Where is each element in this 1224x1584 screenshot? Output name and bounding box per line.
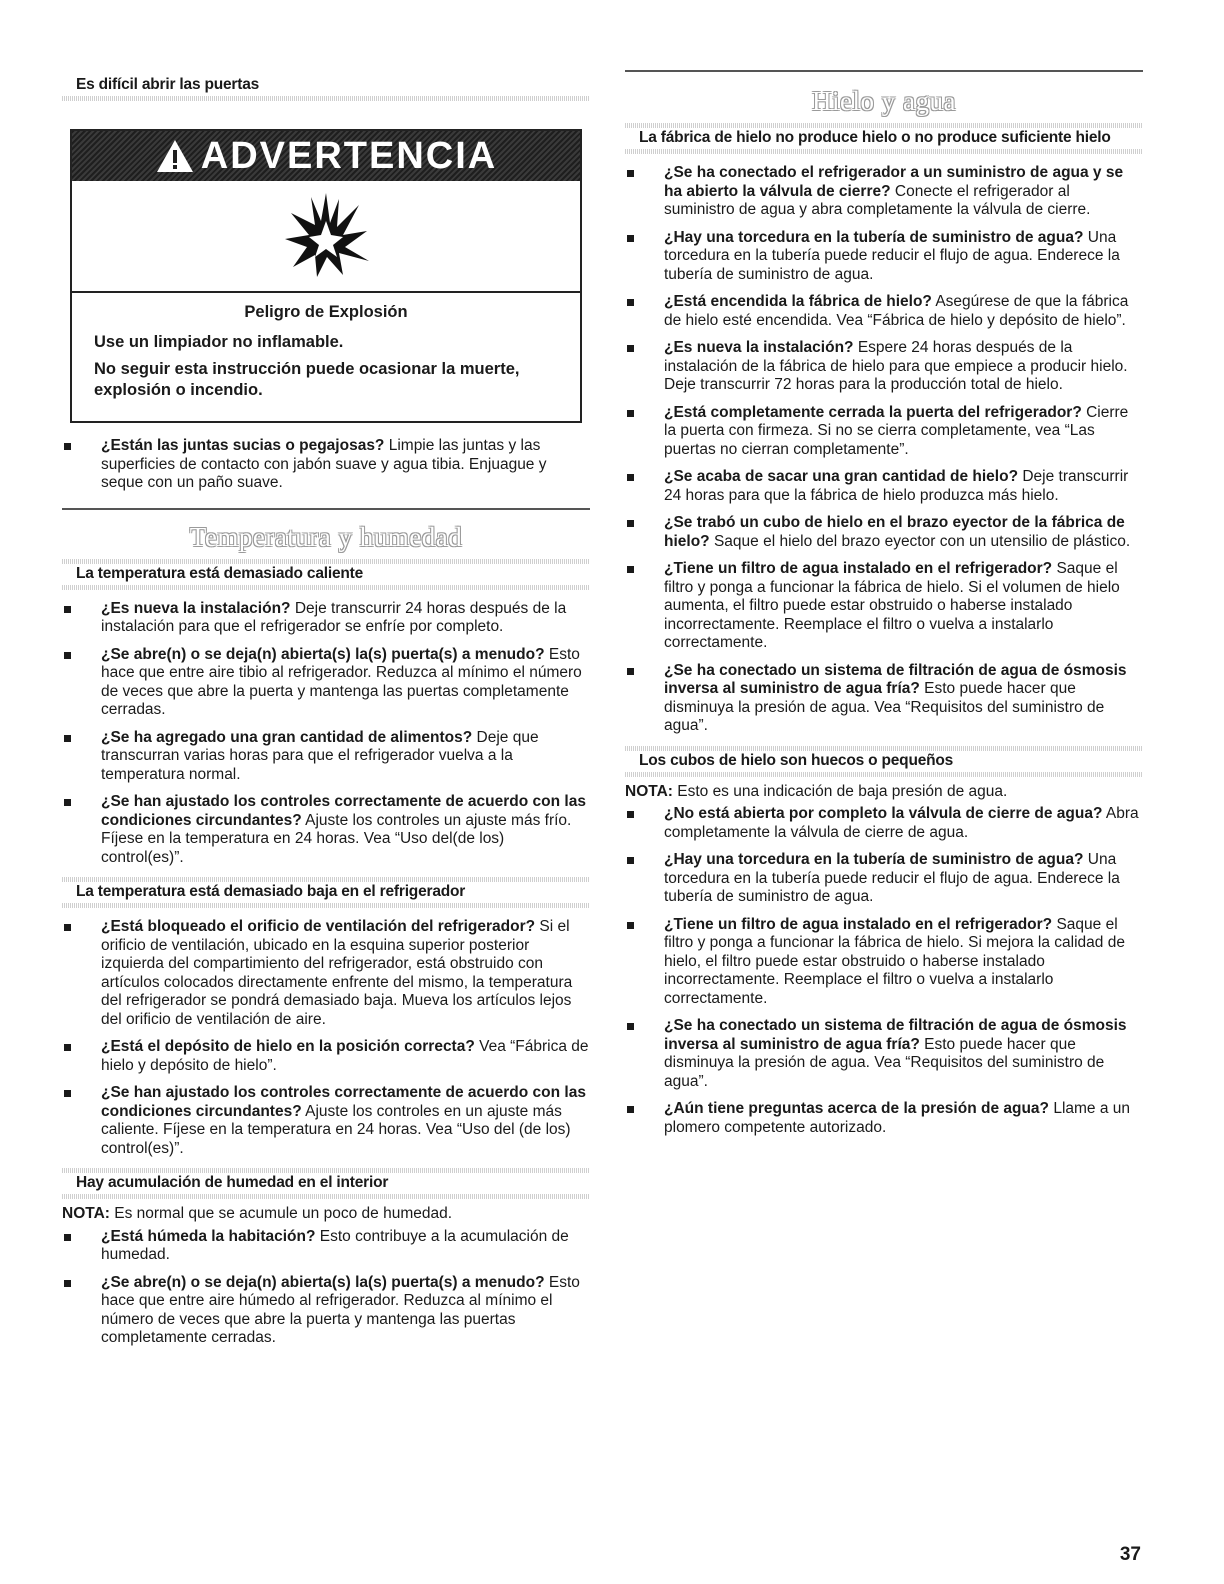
answer: Asegúrese de que la fábrica de hielo esté encendida. Vea “Fábrica de hielo y depósito de hielo”. <box>664 293 1129 329</box>
answer: Espere 24 horas después de la instalación de la fábrica de hielo para que empiece a producir hielo. Deje transcurrir 72 horas para la producción total de hielo. <box>664 339 1128 393</box>
answer: Esto puede hacer que disminuya la presión de agua. Vea “Requisitos del suministro de agua”. <box>664 1035 1105 1090</box>
left-column <box>62 70 590 1357</box>
question: ¿Hay una torcedura en la tubería de suministro de agua? <box>664 228 1084 246</box>
answer: Abra completamente la válvula de cierre de agua. <box>664 805 1139 841</box>
list-item <box>625 805 1143 842</box>
ice-heading-text: La fábrica de hielo no produce hielo o no produce suficiente hielo <box>639 129 1111 146</box>
answer: Ajuste los controles en un ajuste más caliente. Fíjese en la temperatura en 24 horas. Vea “Uso del (de los) control(es)”. <box>101 1102 571 1157</box>
question: ¿Está completamente cerrada la puerta del refrigerador? <box>664 403 1082 421</box>
list-item <box>625 1017 1143 1091</box>
humid-list <box>62 1228 590 1348</box>
right-column <box>625 70 1143 1146</box>
explosion-icon-area <box>72 181 580 291</box>
question: ¿Tiene un filtro de agua instalado en el refrigerador? <box>664 560 1053 577</box>
ice-heading <box>625 123 1143 154</box>
answer: Saque el filtro y ponga a funcionar la fábrica de hielo. Si mejora la calidad de hielo, el filtro puede estar obstruido o haberse instalado incorrectamente. Reemplace el filtro o vuelva a instalarlo correctamente. <box>664 915 1125 1007</box>
question: ¿Es nueva la instalación? <box>664 339 854 356</box>
answer: Conecte el refrigerador al suministro de agua y abra completamente la válvula de cierre. <box>664 182 1091 218</box>
cold-list <box>62 918 590 1158</box>
question: ¿Se ha agregado una gran cantidad de alimentos? <box>101 728 473 746</box>
answer: Cierre la puerta con firmeza. Si no se cierra completamente, vea “Las puertas no cierran completamente”. <box>664 403 1129 458</box>
cubes-heading <box>625 746 1143 777</box>
list-item <box>625 229 1143 285</box>
list-item <box>62 1228 590 1265</box>
answer: Esto hace que entre aire húmedo al refrigerador. Reduzca al mínimo el número de veces que abre la puerta y mantenga las puertas completamente cerradas. <box>101 1273 580 1346</box>
answer: Deje transcurrir 24 horas después de la instalación para que el refrigerador se enfríe por completo. <box>101 599 567 635</box>
cold-heading <box>62 877 590 908</box>
doors-list <box>62 437 590 493</box>
warning-banner <box>72 131 580 181</box>
humid-heading <box>62 1168 590 1199</box>
list-item <box>625 514 1143 551</box>
list-item <box>62 437 590 493</box>
warning-banner-text: ADVERTENCIA <box>200 134 498 177</box>
list-item <box>625 662 1143 736</box>
humid-heading-text: Hay acumulación de humedad en el interior <box>76 1174 389 1191</box>
warm-heading-text: La temperatura está demasiado caliente <box>76 564 364 582</box>
question: ¿Están las juntas sucias o pegajosas? <box>101 437 385 454</box>
question: ¿Está encendida la fábrica de hielo? <box>664 293 932 310</box>
question: ¿Es nueva la instalación? <box>101 599 291 617</box>
list-item <box>625 164 1143 220</box>
question: ¿Se trabó un cubo de hielo en el brazo eyector de la fábrica de hielo? <box>664 514 1125 550</box>
warning-line-2: No seguir esta instrucción puede ocasionar la muerte, explosión o incendio. <box>94 360 520 399</box>
question: ¿Se han ajustado los controles correctamente de acuerdo con las condiciones circundantes? <box>101 1084 586 1120</box>
question: ¿Se ha conectado un sistema de filtración de agua de ósmosis inversa al suministro de agua fría? <box>664 1017 1127 1053</box>
note-text: Esto es una indicación de baja presión de agua. <box>672 782 1008 800</box>
answer: Esto hace que entre aire tibio al refrigerador. Reduzca al mínimo el número de veces que abre la puerta y mantenga las puertas completamente cerradas. <box>101 645 582 718</box>
note-label: NOTA: <box>62 1205 110 1222</box>
question: ¿Se acaba de sacar una gran cantidad de hielo? <box>664 468 1019 485</box>
list-item <box>625 916 1143 1009</box>
list-item <box>625 404 1143 460</box>
list-item <box>625 560 1143 653</box>
question: ¿Aún tiene preguntas acerca de la presión de agua? <box>664 1100 1050 1117</box>
question: ¿Se han ajustado los controles correctamente de acuerdo con las condiciones circundantes? <box>101 793 586 829</box>
list-item <box>625 1100 1143 1137</box>
list-item <box>62 646 590 720</box>
question: ¿Se ha conectado un sistema de filtración de agua de ósmosis inversa al suministro de agua fría? <box>664 661 1127 697</box>
answer: Esto contribuye a la acumulación de humedad. <box>101 1227 569 1263</box>
note-label: NOTA: <box>625 782 673 800</box>
list-item <box>625 851 1143 907</box>
section-title-ice-water: Hielo y agua <box>812 86 956 116</box>
answer: Si el orificio de ventilación, ubicado en la esquina superior posterior izquierda del compartimiento del refrigerador, está obstruido con artículos colocados directamente enfrente del mismo, la temperatura del refrigerador se pondrá demasiado baja. Mueva los artículos lejos del orificio de ventilación de aire. <box>101 918 573 1028</box>
question: ¿Tiene un filtro de agua instalado en el refrigerador? <box>664 915 1053 933</box>
page-number: 37 <box>1119 1544 1141 1565</box>
question: ¿No está abierta por completo la válvula de cierre de agua? <box>664 805 1103 822</box>
list-item <box>625 339 1143 395</box>
answer: Deje que transcurran varias horas para que el refrigerador vuelva a la temperatura normal. <box>101 728 539 783</box>
list-item <box>62 1274 590 1348</box>
cubes-list <box>625 805 1143 1137</box>
humid-note <box>62 1205 590 1224</box>
answer: Una torcedura en la tubería puede reducir el flujo de agua. Enderece la tubería de suministro de agua. <box>664 228 1120 283</box>
explosion-icon <box>281 191 371 281</box>
list-item <box>625 468 1143 505</box>
answer: Llame a un plomero competente autorizado. <box>664 1100 1131 1136</box>
list-item <box>62 793 590 867</box>
list-item <box>625 293 1143 330</box>
question: ¿Se abre(n) o se deja(n) abierta(s) la(s) puerta(s) a menudo? <box>101 1273 545 1291</box>
list-item <box>62 918 590 1029</box>
answer: Una torcedura en la tubería puede reducir el flujo de agua. Enderece la tubería de suministro de agua. <box>664 851 1120 905</box>
doors-heading-text: Es difícil abrir las puertas <box>76 76 260 93</box>
warm-heading <box>62 559 590 590</box>
cold-heading-text: La temperatura está demasiado baja en el refrigerador <box>76 883 466 900</box>
cubes-heading-text: Los cubos de hielo son huecos o pequeños <box>639 751 954 769</box>
answer: Esto puede hacer que disminuya la presión de agua. Vea “Requisitos del suministro de agua”. <box>664 680 1105 734</box>
list-item <box>62 1084 590 1158</box>
warning-triangle-icon <box>155 138 195 174</box>
answer: Ajuste los controles un ajuste más frío. Fíjese en la temperatura en 24 horas. Vea “Uso del(de los) control(es)”. <box>101 811 572 866</box>
warning-box <box>70 129 582 423</box>
ice-list <box>625 164 1143 736</box>
answer: Saque el hielo del brazo eyector con un utensilio de plástico. <box>709 532 1131 550</box>
list-item <box>62 729 590 785</box>
answer: Limpie las juntas y las superficies de contacto con jabón suave y agua tibia. Enjuague y seque con un paño suave. <box>101 437 547 491</box>
answer: Deje transcurrir 24 horas para que la fábrica de hielo produzca más hielo. <box>664 468 1129 504</box>
warning-text <box>72 291 580 421</box>
note-text: Es normal que se acumule un poco de humedad. <box>109 1205 453 1222</box>
question: ¿Se abre(n) o se deja(n) abierta(s) la(s) puerta(s) a menudo? <box>101 645 545 663</box>
warm-list <box>62 600 590 868</box>
question: ¿Hay una torcedura en la tubería de suministro de agua? <box>664 851 1084 868</box>
list-item <box>62 600 590 637</box>
answer: Vea “Fábrica de hielo y depósito de hielo”. <box>101 1038 589 1074</box>
section-rule <box>625 70 1143 72</box>
question: ¿Está bloqueado el orificio de ventilación del refrigerador? <box>101 918 536 935</box>
answer: Saque el filtro y ponga a funcionar la fábrica de hielo. Si el volumen de hielo aumenta, el filtro puede estar obstruido o haberse instalado incorrectamente. Reemplace el filtro o vuelva a instalarlo correctamente. <box>664 560 1120 651</box>
question: ¿Se ha conectado el refrigerador a un suministro de agua y se ha abierto la válvula de cierre? <box>664 164 1124 200</box>
doors-heading <box>62 70 590 101</box>
list-item <box>62 1038 590 1075</box>
warning-hazard: Peligro de Explosión <box>244 303 408 321</box>
section-rule <box>62 508 590 510</box>
question: ¿Está húmeda la habitación? <box>101 1227 316 1245</box>
question: ¿Está el depósito de hielo en la posición correcta? <box>101 1038 475 1055</box>
section-title-temperature: Temperatura y humedad <box>189 521 463 552</box>
warning-line-1: Use un limpiador no inflamable. <box>94 333 344 351</box>
cubes-note <box>625 783 1143 802</box>
